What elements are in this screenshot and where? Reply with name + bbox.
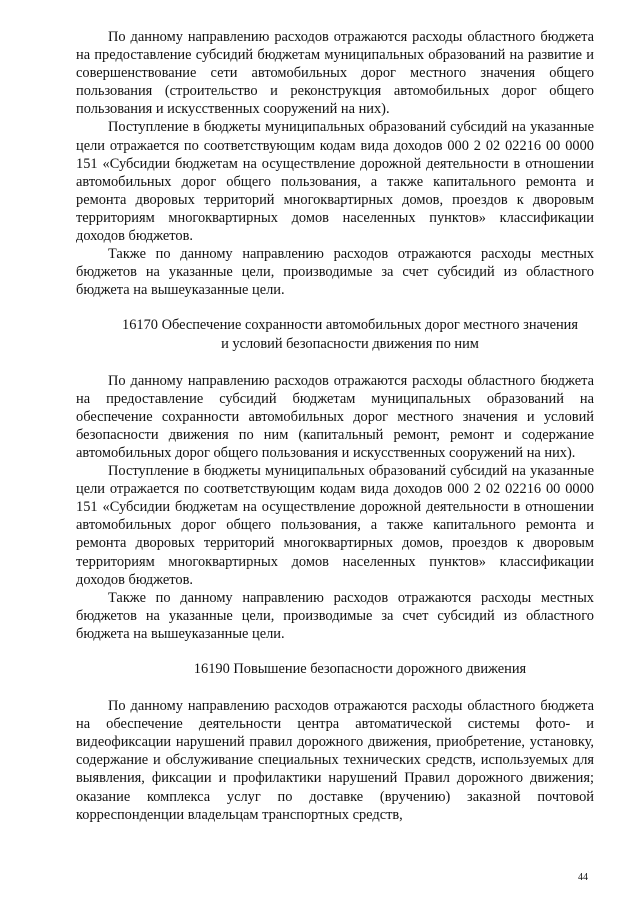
paragraph-local-budgets: Также по данному направлению расходов отражаются расходы местных бюджетов на указанные цели, производимые за счет субсидий из областного бюджета на вышеуказанные цели. — [76, 246, 594, 299]
paragraph-income-codes-2: Поступление в бюджеты муниципальных образований субсидий на указанные цели отражается по соответствующим кодам вида доходов 000 2 02 02216 00 0000 151 «Субсидии бюджетам на осуществление дорожной деятельности в отношении автомобильных дорог общего пользования, а также капитального ремонта и ремонта дворовых территорий многоквартирных домов, проездов к дворовым территориям многоквартирных домов населенных пунктов» классификации доходов бюджетов. — [76, 463, 594, 588]
section-heading-16190 — [76, 660, 594, 678]
section-heading-16170 — [76, 316, 594, 352]
section-heading-16190-line1: 16190 Повышение безопасности дорожного движения — [193, 661, 527, 677]
section-heading-16170-line2: и условий безопасности движения по ним — [221, 335, 479, 352]
section-heading-16170-line1: 16170 Обеспечение сохранности автомобильных дорог местного значения — [122, 317, 578, 334]
paragraph-local-budgets-2: Также по данному направлению расходов отражаются расходы местных бюджетов на указанные цели, производимые за счет субсидий из областного бюджета на вышеуказанные цели. — [76, 589, 594, 642]
document-page — [76, 28, 594, 824]
paragraph-road-safety-subsidies: По данному направлению расходов отражаются расходы областного бюджета на предоставление субсидий бюджетам муниципальных образований на обеспечение сохранности автомобильных дорог местного значения и условий безопасности движения по ним (капитальный ремонт, ремонт и содержание автомобильных дорог общего пользования и искусственных сооружений на них). — [76, 372, 594, 461]
paragraph-road-network-subsidies: По данному направлению расходов отражаются расходы областного бюджета на предоставление субсидий бюджетам муниципальных образований на развитие и совершенствование сети автомобильных дорог местного значения общего пользования (строительство и реконструкция автомобильных дорог общего пользования и искусственных сооружений на них). — [76, 29, 594, 118]
paragraph-income-codes: Поступление в бюджеты муниципальных образований субсидий на указанные цели отражается по соответствующим кодам вида доходов 000 2 02 02216 00 0000 151 «Субсидии бюджетам на осуществление дорожной деятельности в отношении автомобильных дорог общего пользования, а также капитального ремонта и ремонта дворовых территорий многоквартирных домов, проездов к дворовым территориям многоквартирных домов населенных пунктов» классификации доходов бюджетов. — [76, 119, 594, 245]
paragraph-photo-video-fixation: По данному направлению расходов отражаются расходы областного бюджета на обеспечение деятельности центра автоматической системы фото- и видеофиксации нарушений правил дорожного движения, приобретение, установку, содержание и обслуживание специальных технических средств, используемых для выявления, фиксации и профилактики нарушений Правил дорожного движения; оказание комплекса услуг по доставке (вручению) заказной почтовой корреспонденции владельцам транспортных средств, — [76, 698, 594, 823]
page-number: 44 — [578, 872, 588, 883]
